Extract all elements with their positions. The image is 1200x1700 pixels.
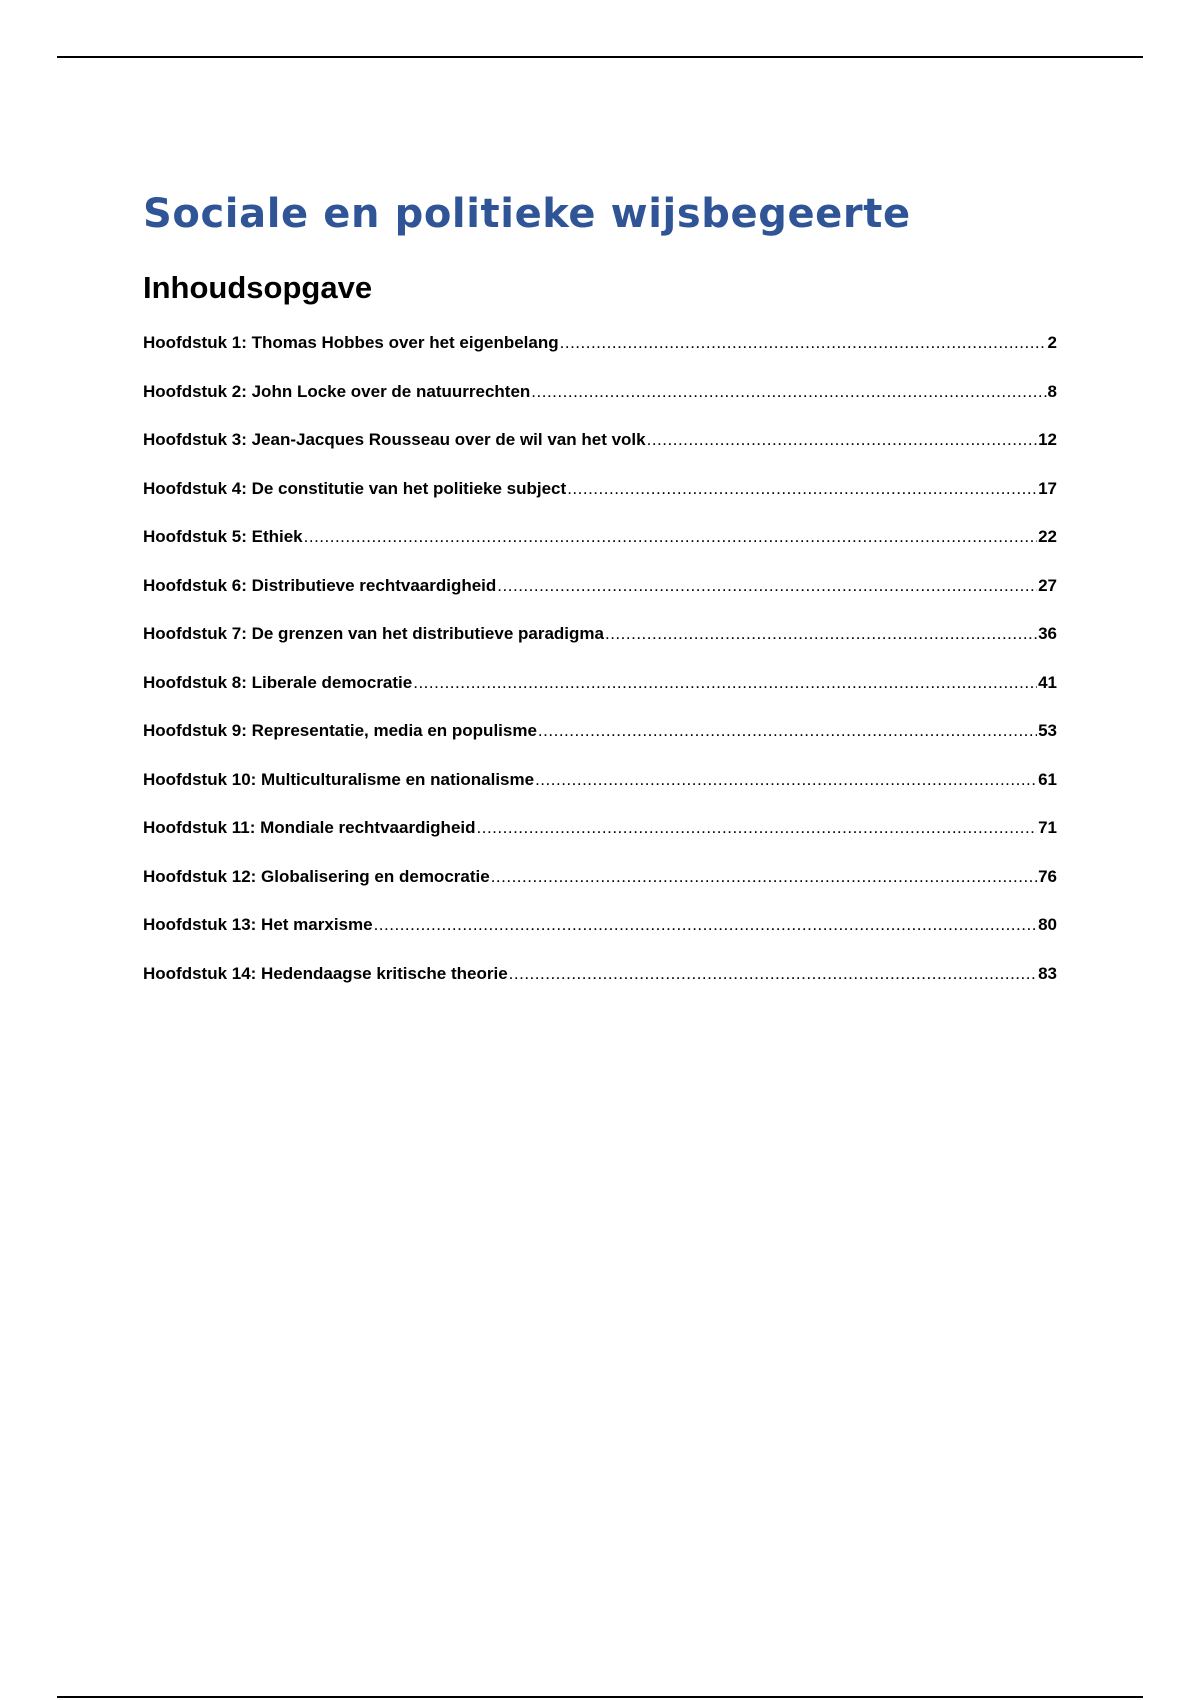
toc-entry[interactable] [143, 329, 1057, 378]
toc-entry-label: Hoofdstuk 9: Representatie, media en populisme [143, 721, 537, 740]
page-top-rule [57, 56, 1143, 58]
toc-entry-page-number: 41 [1038, 672, 1057, 692]
toc-dot-leader [647, 426, 1037, 454]
toc-dot-leader [567, 475, 1037, 503]
toc-dot-leader [605, 620, 1037, 648]
toc-entry[interactable] [143, 572, 1057, 621]
toc-entry[interactable] [143, 669, 1057, 718]
toc-entry-page-number: 27 [1038, 575, 1057, 595]
toc-dot-leader [497, 572, 1037, 600]
toc-entry[interactable] [143, 863, 1057, 912]
toc-entry-label: Hoofdstuk 14: Hedendaagse kritische theorie [143, 963, 508, 983]
toc-entry-label: Hoofdstuk 7: De grenzen van het distributieve paradigma [143, 624, 604, 643]
toc-dot-leader [304, 523, 1037, 551]
toc-dot-leader [413, 669, 1037, 697]
page-bottom-rule [57, 1696, 1143, 1698]
toc-entry-page-number: 76 [1038, 866, 1057, 886]
toc-entry-label: Hoofdstuk 5: Ethiek [143, 527, 303, 546]
toc-entry[interactable] [143, 378, 1057, 427]
toc-dot-leader [509, 960, 1037, 988]
toc-entry-page-number: 17 [1038, 478, 1057, 498]
toc-entry-label: Hoofdstuk 3: Jean-Jacques Rousseau over de wil van het volk [143, 430, 646, 449]
toc-entry-page-number: 83 [1038, 963, 1057, 983]
table-of-contents [143, 329, 1057, 1008]
toc-entry-page-number: 71 [1038, 818, 1057, 837]
toc-entry-page-number: 2 [1047, 333, 1057, 352]
toc-entry-label: Hoofdstuk 8: Liberale democratie [143, 672, 413, 692]
toc-entry[interactable] [143, 911, 1057, 960]
toc-entry-label: Hoofdstuk 11: Mondiale rechtvaardigheid [143, 818, 476, 837]
toc-entry-label: Hoofdstuk 2: John Locke over de natuurrechten [143, 381, 531, 401]
toc-heading: Inhoudsopgave [143, 270, 373, 305]
toc-entry-page-number: 22 [1038, 527, 1057, 546]
toc-entry[interactable] [143, 814, 1057, 863]
toc-dot-leader [477, 814, 1038, 842]
toc-entry-label: Hoofdstuk 12: Globalisering en democratie [143, 866, 490, 886]
toc-entry[interactable] [143, 766, 1057, 815]
toc-entry-page-number: 80 [1038, 915, 1057, 934]
toc-dot-leader [538, 717, 1037, 745]
toc-entry-page-number: 36 [1038, 624, 1057, 643]
document-title: Sociale en politieke wijsbegeerte [143, 191, 911, 237]
toc-dot-leader [491, 863, 1037, 891]
toc-entry[interactable] [143, 960, 1057, 1009]
toc-entry[interactable] [143, 523, 1057, 572]
toc-entry-page-number: 53 [1038, 721, 1057, 740]
toc-dot-leader [531, 378, 1046, 406]
toc-dot-leader [560, 329, 1047, 357]
toc-entry[interactable] [143, 620, 1057, 669]
toc-entry-page-number: 8 [1047, 381, 1057, 401]
toc-entry[interactable] [143, 426, 1057, 475]
toc-dot-leader [374, 911, 1038, 939]
toc-entry-page-number: 61 [1038, 769, 1057, 789]
toc-entry-label: Hoofdstuk 1: Thomas Hobbes over het eigenbelang [143, 333, 559, 352]
toc-entry[interactable] [143, 717, 1057, 766]
toc-entry-label: Hoofdstuk 10: Multiculturalisme en nationalisme [143, 769, 535, 789]
toc-entry-page-number: 12 [1038, 430, 1057, 449]
toc-entry-label: Hoofdstuk 13: Het marxisme [143, 915, 373, 934]
toc-dot-leader [535, 766, 1037, 794]
toc-entry-label: Hoofdstuk 4: De constitutie van het politieke subject [143, 478, 567, 498]
toc-entry[interactable] [143, 475, 1057, 524]
toc-entry-label: Hoofdstuk 6: Distributieve rechtvaardigheid [143, 575, 497, 595]
